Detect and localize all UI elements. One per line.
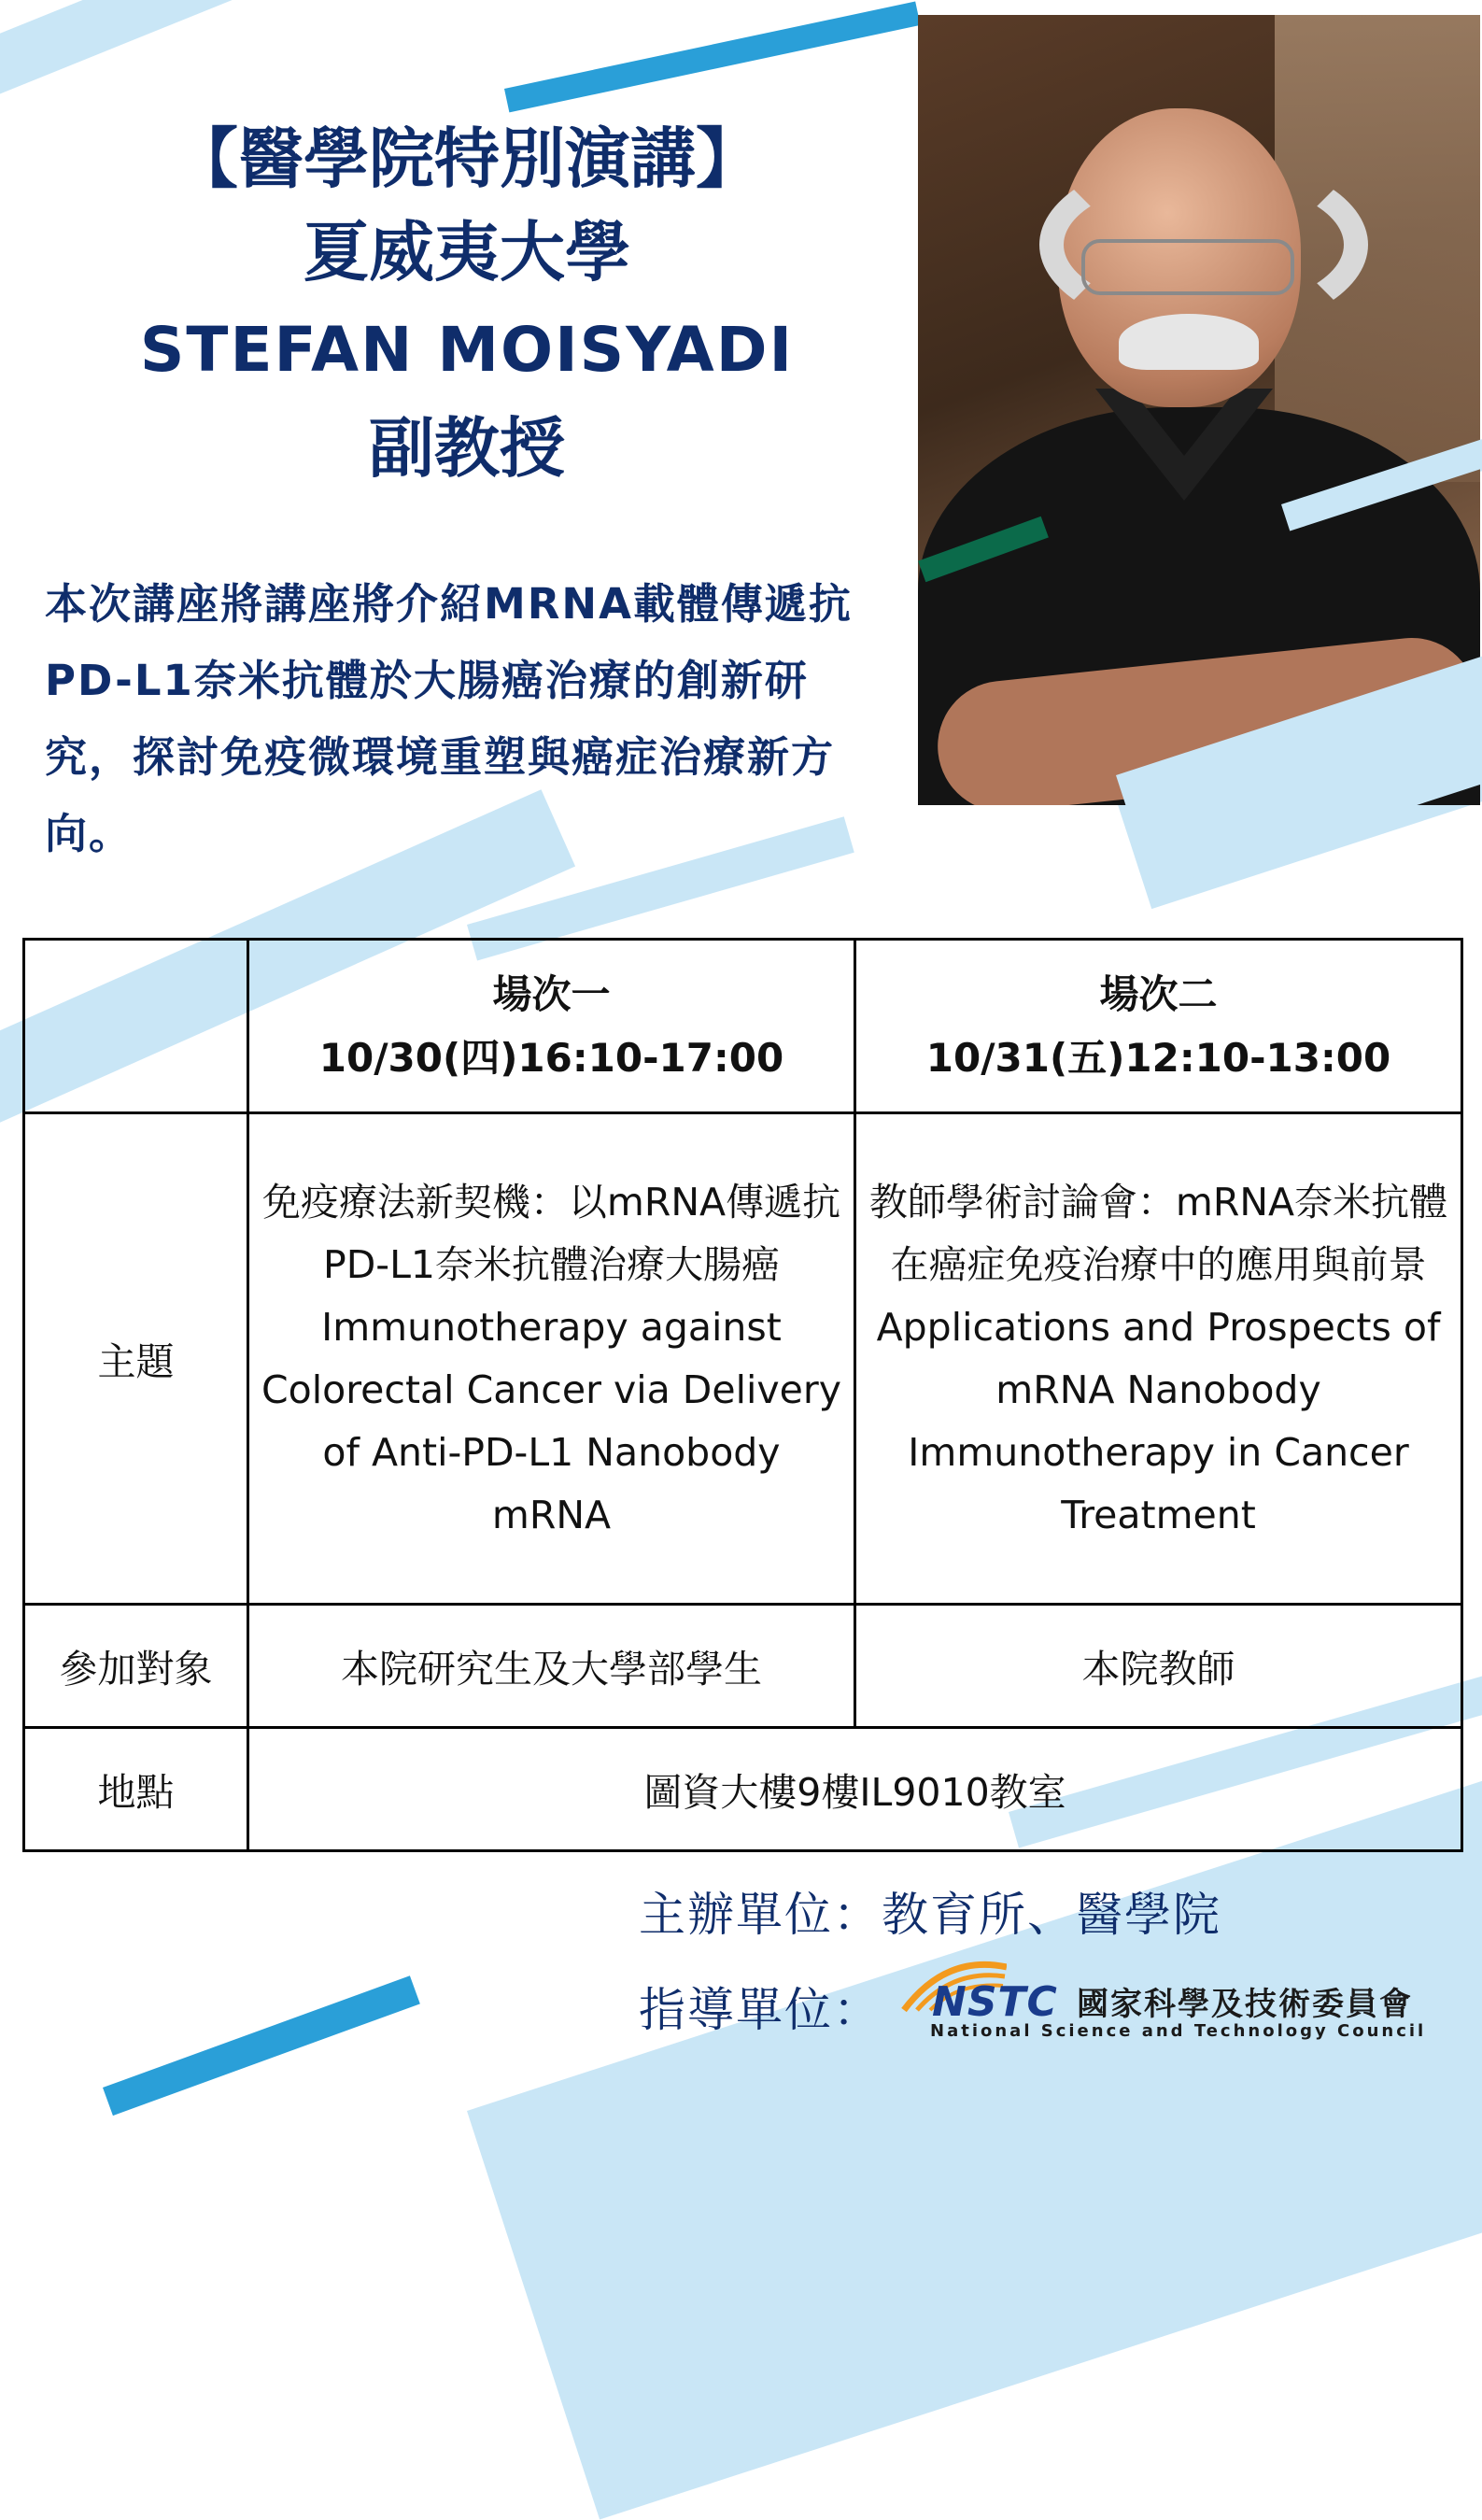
session-2-topic-en: Applications and Prospects of mRNA Nanobody Immunotherapy in Cancer Treatment	[876, 1304, 1441, 1537]
session-2-audience: 本院教師	[855, 1605, 1462, 1728]
session-2-topic	[855, 1113, 1462, 1605]
intro-text: 本次講座將講座將介紹MRNA載體傳遞抗PD-L1奈米抗體於大腸癌治療的創新研究，探討免疫微環境重塑與癌症治療新方向。	[45, 579, 853, 858]
nstc-name-en: National Science and Technology Council	[930, 2021, 1427, 2041]
bg-stripe	[0, 0, 363, 108]
table-row-audience	[24, 1605, 1462, 1728]
nstc-name-zh: 國家科學及技術委員會	[1077, 1986, 1413, 2023]
session-1-topic-zh: 免疫療法新契機：以mRNA傳遞抗PD-L1奈米抗體治療大腸癌	[261, 1179, 841, 1287]
venue-value: 圖資大樓9樓IL9010教室	[248, 1728, 1462, 1851]
session-1-audience: 本院研究生及大學部學生	[248, 1605, 855, 1728]
title-block	[47, 112, 887, 495]
session-1-time: 10/30(四)16:10-17:00	[318, 1034, 784, 1081]
bg-stripe	[103, 1975, 420, 2116]
event-title: 【醫學院特別演講】	[173, 120, 761, 197]
session-2-name: 場次二	[1099, 970, 1218, 1017]
session-2-time: 10/31(五)12:10-13:00	[925, 1034, 1391, 1081]
session-2-topic-zh: 教師學術討論會：mRNA奈米抗體在癌症免疫治療中的應用與前景	[868, 1179, 1448, 1287]
venue-label: 地點	[24, 1728, 248, 1851]
host-organizer: 主辦單位：教育所、醫學院	[639, 1888, 1221, 1942]
bg-stripe	[467, 1735, 1482, 2519]
session-1-name: 場次一	[492, 970, 611, 1017]
speaker-title: 副教授	[369, 410, 565, 487]
table-row-topic	[24, 1113, 1462, 1605]
table-row-venue	[24, 1728, 1462, 1851]
bg-stripe	[504, 1, 921, 112]
nstc-logo	[895, 1958, 1427, 2041]
topic-label: 主題	[24, 1113, 248, 1605]
audience-label: 參加對象	[24, 1605, 248, 1728]
session-1-topic	[248, 1113, 855, 1605]
table-header-row	[24, 940, 1462, 1113]
schedule-table	[22, 938, 1463, 1852]
speaker-name: STEFAN MOISYADI	[139, 314, 795, 386]
advisor-label: 指導單位：	[639, 1983, 882, 2037]
session-2-header	[855, 940, 1462, 1113]
nstc-logo-text: NSTC	[932, 1978, 1058, 2026]
university-name: 夏威夷大學	[303, 214, 630, 290]
session-1-topic-en: Immunotherapy against Colorectal Cancer via Delivery of Anti-PD-L1 Nanobody mRNA	[261, 1304, 841, 1537]
empty-cell	[24, 940, 248, 1113]
session-1-header	[248, 940, 855, 1113]
